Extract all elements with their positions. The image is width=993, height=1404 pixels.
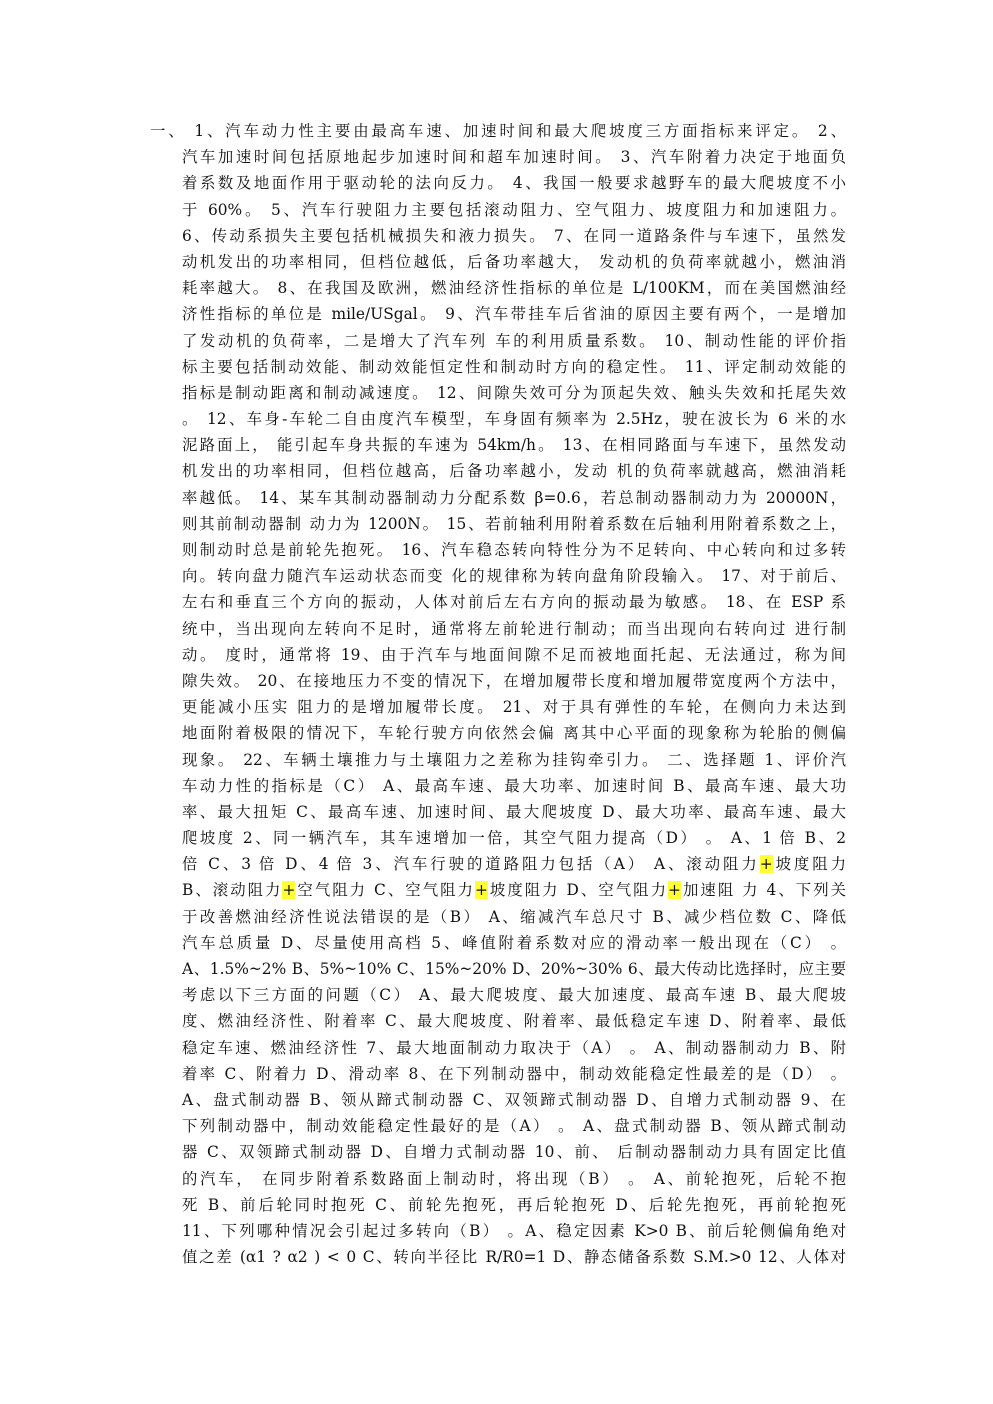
text-line: 动。 度时，通常将 19、由于汽车与地面间隙不足而被地面托起、无法通过，称为间	[182, 645, 846, 664]
text-line: 着率 C、附着力 D、滑动率 8、在下列制动器中，制动效能稳定性最差的是（D） 。	[182, 1064, 846, 1083]
text-line: 率越低。 14、某车其制动器制动力分配系数 β=0.6，若总制动器制动力为 20000N，	[182, 488, 846, 507]
text-line: 车动力性的指标是（C） A、最高车速、最大功率、加速时间 B、最高车速、最大功	[182, 776, 846, 795]
highlighted-plus: +	[474, 881, 488, 900]
text-line: 了发动机的负荷率，二是增大了汽车列 车的利用质量系数。 10、制动性能的评价指	[182, 331, 846, 350]
text-line: 则其前制动器制 动力为 1200N。 15、若前轴利用附着系数在后轴利用附着系数之上，	[182, 514, 846, 533]
text-line: 地面附着极限的情况下，车轮行驶方向依然会偏 离其中心平面的现象称为轮胎的侧偏	[182, 724, 846, 743]
text-line: 值之差 (α1 ? α2 ) < 0 C、转向半径比 R/R0=1 D、静态储备系数 S.M.>0 12、人体对	[182, 1248, 846, 1267]
text-line: 指标是制动距离和制动减速度。 12、间隙失效可分为顶起失效、触头失效和托尾失效	[182, 383, 846, 402]
text-line: 于改善燃油经济性说法错误的是（B） A、缩减汽车总尺寸 B、减少档位数 C、降低	[182, 907, 846, 926]
text-line: 则制动时总是前轮先抱死。 16、汽车稳态转向特性分为不足转向、中心转向和过多转	[182, 541, 846, 559]
text-line: 倍 C、3 倍 D、4 倍 3、汽车行驶的道路阻力包括（A） A、滚动阻力+坡度阻力	[182, 855, 846, 874]
text-line: 的汽车， 在同步附着系数路面上制动时，将出现（B） 。 A、前轮抱死，后轮不抱	[182, 1169, 846, 1188]
text-line: 着系数及地面作用于驱动轮的法向反力。 4、我国一般要求越野车的最大爬坡度不小	[182, 174, 846, 193]
text-line: 泥路面上， 能引起车身共振的车速为 54km/h。 13、在相同路面与车速下，虽然发动	[182, 436, 846, 455]
text-line: 动机发出的功率相同，但档位越低，后备功率越大， 发动机的负荷率就越小，燃油消	[182, 252, 846, 271]
highlighted-plus: +	[668, 881, 681, 900]
text-line: 统中，当出现向左转向不足时，通常将左前轮进行制动；而当出现向右转向过 进行制	[182, 619, 846, 638]
text-line: 稳定车速、燃油经济性 7、最大地面制动力取决于（A） 。 A、制动器制动力 B、附	[182, 1038, 846, 1057]
text-line: 度、燃油经济性、附着率 C、最大爬坡度、附着率、最低稳定车速 D、附着率、最低	[182, 1012, 846, 1031]
text-line: B、滚动阻力+空气阻力 C、空气阻力+坡度阻力 D、空气阻力+加速阻 力 4、下列关	[182, 881, 847, 900]
text-line: 死 B、前后轮同时抱死 C、前轮先抱死，再后轮抱死 D、后轮先抱死，再前轮抱死	[182, 1195, 846, 1214]
text-line: A、1.5%~2% B、5%~10% C、15%~20% D、20%~30% 6、最大传动比选择时，应主要	[182, 960, 846, 978]
text-line: 左右和垂直三个方向的振动，人体对前后左右方向的振动最为敏感。 18、在 ESP 系	[182, 593, 846, 612]
text-line: 汽车总质量 D、尽量使用高档 5、峰值附着系数对应的滑动率一般出现在（C） 。	[182, 933, 846, 952]
text-line: 济性指标的单位是 mile/USgal。 9、汽车带挂车后省油的原因主要有两个，一是增加	[182, 305, 846, 324]
text-line: 下列制动器中，制动效能稳定性最好的是（A） 。 A、盘式制动器 B、领从蹄式制动	[182, 1117, 846, 1136]
text-line: 隙失效。 20、在接地压力不变的情况下，在增加履带长度和增加履带宽度两个方法中，	[182, 671, 846, 690]
text-line: 耗率越大。 8、在我国及欧洲，燃油经济性指标的单位是 L/100KM，而在美国燃油经	[182, 279, 846, 298]
text-line: 向。转向盘力随汽车运动状态而变 化的规律称为转向盘角阶段输入。 17、对于前后、	[182, 567, 846, 586]
highlighted-plus: +	[282, 881, 296, 900]
text-line: 现象。 22、车辆土壤推力与土壤阻力之差称为挂钩牵引力。 二、选择题 1、评价汽	[182, 750, 846, 769]
text-line: 器 C、双领蹄式制动器 D、自增力式制动器 10、前、 后制动器制动力具有固定比值	[182, 1143, 846, 1162]
text-line: 于 60%。 5、汽车行驶阻力主要包括滚动阻力、空气阻力、坡度阻力和加速阻力。	[182, 200, 846, 219]
text-line: 。 12、车身-车轮二自由度汽车模型，车身固有频率为 2.5Hz，驶在波长为 6 米的水	[182, 410, 846, 429]
text-line: 11、下列哪种情况会引起过多转向（B） 。A、稳定因素 K>0 B、前后轮侧偏角绝对	[182, 1221, 846, 1240]
text-line: 更能减小压实 阻力的是增加履带长度。 21、对于具有弹性的车轮，在侧向力未达到	[182, 698, 846, 717]
text-line: 机发出的功率相同，但档位越高，后备功率越小，发动 机的负荷率就越高，燃油消耗	[182, 462, 846, 481]
text-line: 一、 1、汽车动力性主要由最高车速、加速时间和最大爬坡度三方面指标来评定。 2、	[150, 122, 846, 140]
text-line: A、盘式制动器 B、领从蹄式制动器 C、双领蹄式制动器 D、自增力式制动器 9、在	[182, 1090, 846, 1109]
document-body	[150, 118, 846, 1270]
text-line: 汽车加速时间包括原地起步加速时间和超车加速时间。 3、汽车附着力决定于地面负	[182, 148, 846, 167]
text-line: 6、传动系损失主要包括机械损失和液力损失。 7、在同一道路条件与车速下，虽然发	[182, 226, 846, 245]
text-line: 率、最大扭矩 C、最高车速、加速时间、最大爬坡度 D、最大功率、最高车速、最大	[182, 802, 846, 821]
text-line: 考虑以下三方面的问题（C） A、最大爬坡度、最大加速度、最高车速 B、最大爬坡	[182, 986, 846, 1005]
highlighted-plus: +	[759, 855, 773, 874]
text-line: 爬坡度 2、同一辆汽车，其车速增加一倍，其空气阻力提高（D） 。 A、1 倍 B、2	[182, 829, 846, 848]
text-line: 标主要包括制动效能、制动效能恒定性和制动时方向的稳定性。 11、评定制动效能的	[182, 357, 846, 376]
